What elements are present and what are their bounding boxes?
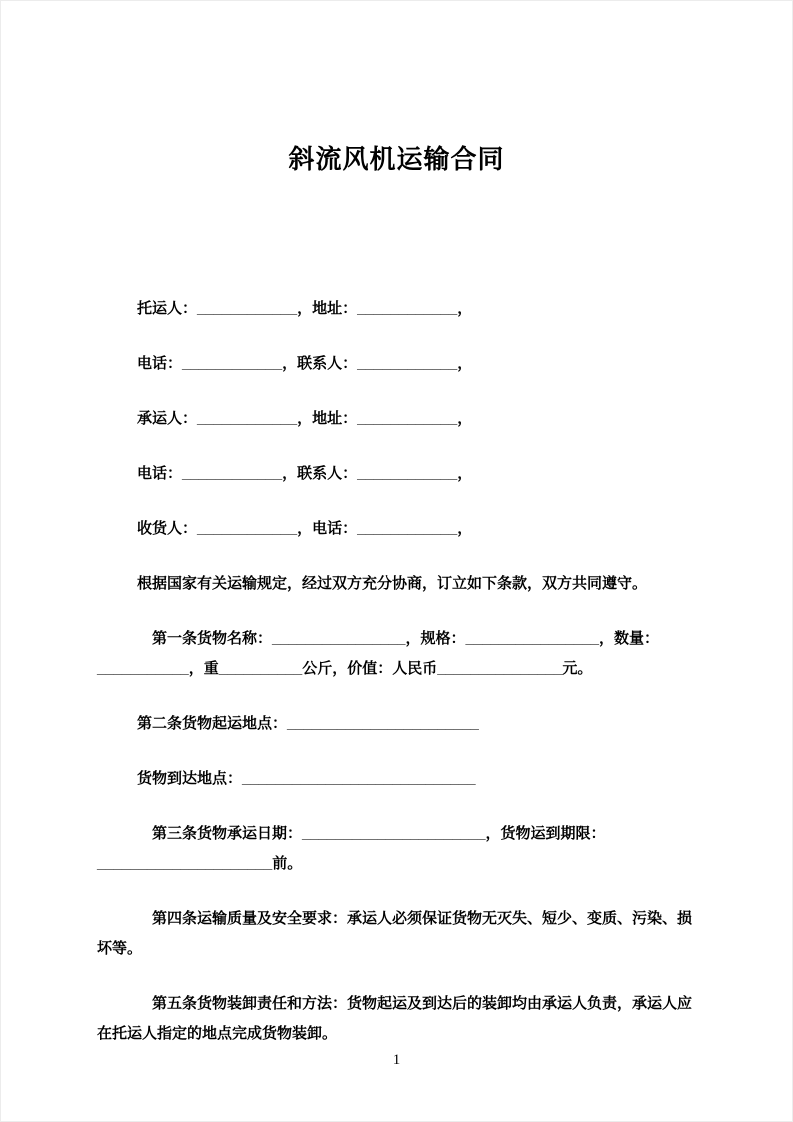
paragraph-carrier: 承运人：____________，地址：____________， [137,410,473,427]
paragraph-article-1-goods: 第一条货物名称：________________，规格：________________，数量：___________，重__________公斤，价值：人民币_______________元。 [97,630,659,677]
paragraph-shipper-phone-contact: 电话：____________，联系人：____________， [137,355,473,372]
paragraph-article-2-origin: 第二条货物起运地点：_______________________ [137,715,479,732]
paragraph-shipper: 托运人：____________，地址：____________， [137,300,473,317]
paragraph-article-3-dates: 第三条货物承运日期：______________________，货物运到期限：_____________________前。 [97,825,606,872]
paragraph-carrier-phone-contact: 电话：____________，联系人：____________， [137,465,473,482]
document-body [1,294,792,1049]
document-title: 斜流风机运输合同 [288,144,505,174]
paragraph-article-4-quality: 第四条运输质量及安全要求：承运人必须保证货物无灭失、短少、变质、污染、损坏等。 [97,910,693,957]
paragraph-preamble: 根据国家有关运输规定，经过双方充分协商，订立如下条款，双方共同遵守。 [137,575,648,592]
page-number: 1 [392,1052,401,1068]
paragraph-article-2-destination: 货物到达地点：____________________________ [137,770,476,787]
paragraph-article-5-loading: 第五条货物装卸责任和方法：货物起运及到达后的装卸均由承运人负责，承运人应在托运人指定的地点完成货物装卸。 [97,995,693,1042]
paragraph-consignee: 收货人：____________，电话：____________， [137,520,473,537]
